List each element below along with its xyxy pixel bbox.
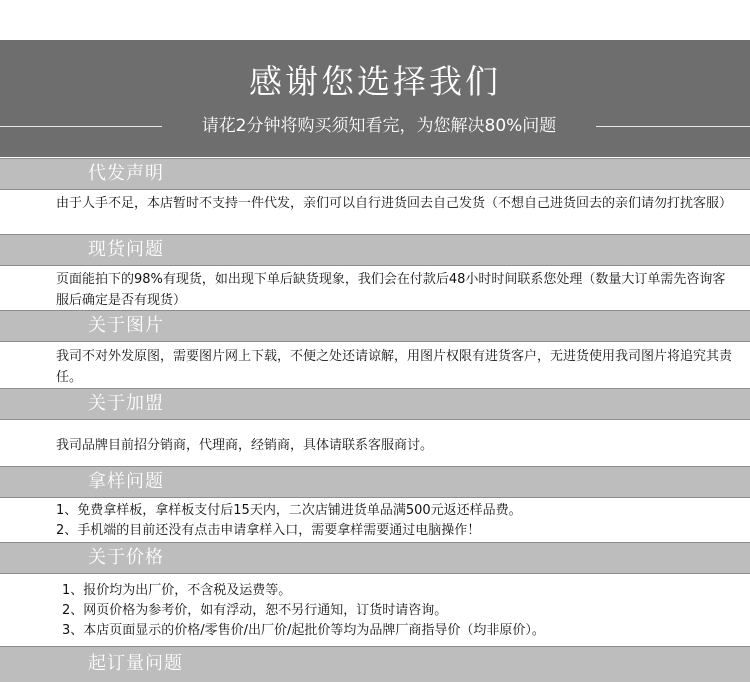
section-heading-label: 关于价格 [88,547,164,568]
section-heading-label: 起订量问题 [88,653,183,674]
section-text: 页面能拍下的98%有现货，如出现下单后缺货现象，我们会在付款后48小时时间联系您处理（数量大订单需先咨询客服后确定是否有现货） [56,272,726,308]
section-heading-images [0,310,750,342]
section-heading-label: 关于图片 [88,315,164,336]
section-heading-label: 拿样问题 [88,471,164,492]
section-heading-label: 现货问题 [88,239,164,260]
section-heading-pricing [0,542,750,574]
section-text: 我司品牌目前招分销商，代理商，经销商，具体请联系客服商讨。 [56,438,434,453]
section-heading-label: 代发声明 [88,163,164,184]
section-body-stock [0,266,750,310]
banner-subtitle: 请花2分钟将购买须知看完，为您解决80%问题 [201,116,557,136]
list-item: 2、网页价格为参考价，如有浮动，恕不另行通知，订货时请咨询。 [62,603,448,618]
section-body-images [0,342,750,388]
section-heading-stock [0,234,750,266]
list-item: 2、手机端的目前还没有点击申请拿样入口，需要拿样需要通过电脑操作！ [56,523,481,538]
banner-title: 感谢您选择我们 [249,62,501,101]
section-body-franchise [0,420,750,466]
subtitle-divider-right [596,126,750,127]
section-text: 我司不对外发原图，需要图片网上下载，不便之处还请谅解，用图片权限有进货客户，无进货使用我司图片将追究其责任。 [56,349,733,385]
section-heading-moq [0,646,750,682]
section-heading-franchise [0,388,750,420]
list-item: 1、报价均为出厂价，不含税及运费等。 [62,583,292,598]
list-item: 1、免费拿样板，拿样板支付后15天内，二次店铺进货单品满500元返还样品费。 [56,503,522,518]
notice-banner [0,40,750,157]
section-body-pricing [0,574,750,646]
top-whitespace [0,0,750,40]
section-body-dropship [0,190,750,234]
subtitle-divider-left [0,126,162,127]
section-text: 由于人手不足，本店暂时不支持一件代发，亲们可以自行进货回去自己发货（不想自己进货回去的亲们请勿打扰客服） [56,196,733,211]
section-heading-dropship [0,158,750,190]
section-body-samples [0,498,750,542]
section-heading-label: 关于加盟 [88,393,164,414]
list-item: 3、本店页面显示的价格/零售价/出厂价/起批价等均为品牌厂商指导价（均非原价）。 [62,623,545,638]
section-heading-samples [0,466,750,498]
